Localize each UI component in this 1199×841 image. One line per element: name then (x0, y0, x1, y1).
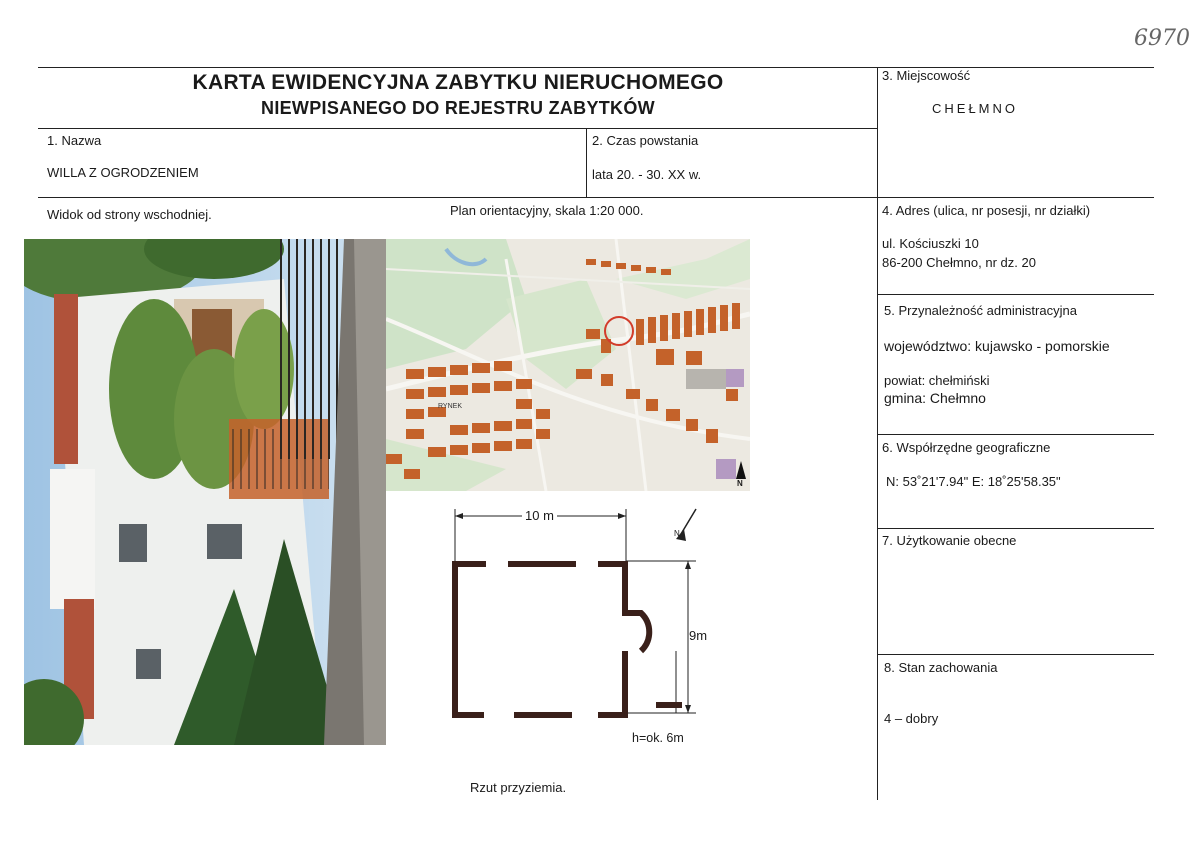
admin-bottom-line (877, 434, 1154, 435)
orientation-map (386, 239, 750, 491)
coords-bottom-line (877, 528, 1154, 529)
name-value: WILLA Z OGRODZENIEM (47, 165, 199, 180)
admin-label: 5. Przynależność administracyjna (884, 303, 1077, 318)
villa-photo (24, 239, 386, 745)
floor-plan (386, 491, 750, 745)
map-label-rynek: RYNEK (438, 403, 462, 410)
coords-label: 6. Współrzędne geograficzne (882, 440, 1051, 455)
name-label: 1. Nazwa (47, 133, 102, 148)
map-caption: Plan orientacyjny, skala 1:20 000. (450, 203, 644, 218)
form-title-line2: NIEWPISANEGO DO REJESTRU ZABYTKÓW (261, 98, 655, 118)
admin-voivodeship: województwo: kujawsko - pomorskie (884, 338, 1110, 354)
address-line2: 86-200 Chełmno, nr dz. 20 (882, 255, 1036, 270)
usage-label: 7. Użytkowanie obecne (882, 533, 1017, 548)
floorplan-caption: Rzut przyziemia. (470, 780, 567, 795)
condition-value: 4 – dobry (884, 711, 939, 726)
admin-county: powiat: chełmiński (884, 373, 990, 388)
map-north-label: N (737, 479, 743, 488)
date-value: lata 20. - 30. XX w. (592, 167, 702, 182)
form-title-line1: KARTA EWIDENCYJNA ZABYTKU NIERUCHOMEGO (192, 71, 724, 94)
frame-top-line (38, 67, 1154, 68)
name-date-divider (586, 128, 587, 197)
archive-number: 6970 (1134, 26, 1190, 51)
usage-bottom-line (877, 654, 1154, 655)
address-bottom-line (877, 294, 1154, 295)
locality-label: 3. Miejscowość (882, 68, 971, 83)
title-bottom-line (38, 128, 878, 129)
plan-height-label: h=ok. 6m (632, 731, 684, 745)
plan-width-label: 10 m (522, 508, 557, 523)
plan-north-label: N (674, 529, 680, 538)
locality-value: CHEŁMNO (932, 101, 1019, 116)
coords-value: N: 53˚21'7.94" E: 18˚25'58.35" (886, 474, 1061, 489)
photo-caption: Widok od strony wschodniej. (47, 207, 212, 222)
address-line1: ul. Kościuszki 10 (882, 236, 979, 251)
date-label: 2. Czas powstania (592, 133, 699, 148)
row1-bottom-line (38, 197, 1154, 198)
address-label: 4. Adres (ulica, nr posesji, nr działki) (882, 203, 1091, 218)
condition-label: 8. Stan zachowania (884, 660, 998, 675)
admin-commune: gmina: Chełmno (884, 390, 986, 406)
plan-depth-label: 9m (689, 628, 708, 643)
